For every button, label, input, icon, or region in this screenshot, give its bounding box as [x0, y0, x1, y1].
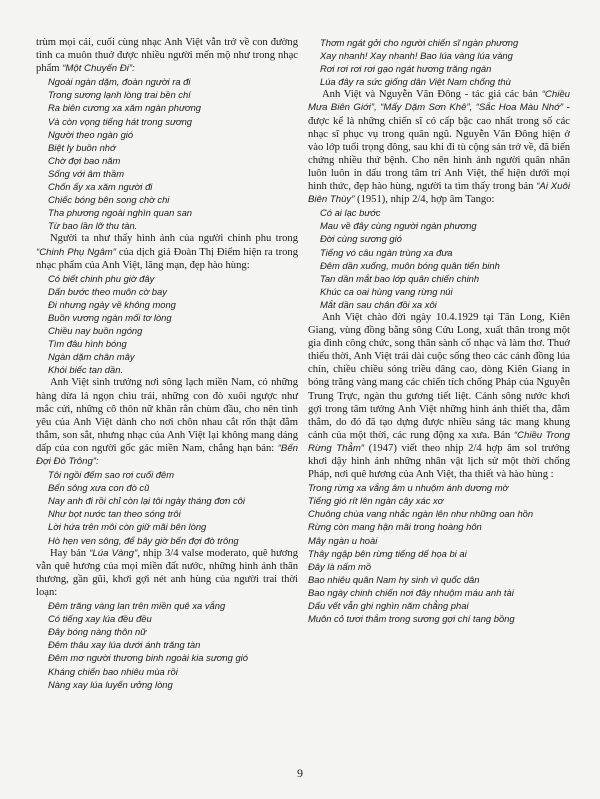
paragraph-4-text-b: , nhịp 3/4 valse moderato, quê hương vẫn quê hương của mọi miền đất nước, những hình ảnh thân thương, gần gũi, khơi gợi nét anh hùng của người trai thời loạn:: [36, 547, 299, 598]
verse-line: Ngàn dặm chân mây: [48, 351, 135, 363]
verse-line: Chờ đợi bao năm: [48, 154, 121, 166]
paragraph-2-text-b: của dịch giả Đoàn Thị Điểm hiện ra trong nhạc phẩm của Anh Việt, lãng mạn, đẹp hào hùng:: [36, 246, 298, 271]
paragraph-5-text-b: - được kể là những chiến sĩ có cấp bậc cao nhất trong số các nhạc sĩ phục vụ trong quân ngũ. Nguyễn Văn Đông hiện ở vào lớp tuổi trọng đông, sau khi đi tù cộng sản trở về, đã biến chứng nhiều thứ bệnh. Cho nên hình ảnh người quân nhân luôn luôn in dấu trong tâm trí Anh Việt, thể hiện dưới mọi hình thức, đẹp hào hùng, người ta tìm thấy trong bản: [308, 102, 570, 193]
verse-line: Trong sương lạnh lòng trai bền chí: [48, 89, 191, 101]
paragraph-4-text: Hay bản: [50, 547, 87, 559]
verse-line: Đêm dần xuống, muôn bóng quân tiến binh: [320, 259, 500, 271]
verse-line: Đêm mơ người thương binh ngoài kia sương gió: [48, 652, 248, 664]
right-column: [308, 36, 570, 625]
verse-line: Ra biên cương xa xăm ngàn phương: [48, 102, 201, 114]
left-column: [36, 36, 298, 691]
verse-line: Lúa đây ra sức giống dân Việt Nam chống thù: [320, 76, 511, 88]
verse-line: Có tiếng xay lúa đều đều: [48, 613, 152, 625]
verse-line: Rừng còn mang hận mãi trong hoàng hôn: [308, 521, 482, 533]
verse-line: Sống với âm thầm: [48, 167, 125, 179]
verse-line: Buồn vương ngàn mối tơ lòng: [48, 311, 172, 323]
song-title-ben-doi-do-trong: “Bến Đợi Đò Trông”:: [36, 442, 298, 467]
verse-line: Dấn bước theo muôn cờ bay: [48, 285, 167, 297]
verse-line: Rơi rơi rơi rơi gạo ngát hương trăng ngàn: [320, 63, 492, 75]
verse-line: Đây bóng nàng thôn nữ: [48, 626, 147, 638]
verse-line: Lời hứa trên môi còn giữ mãi bên lòng: [48, 521, 207, 533]
verse-line: Đây là nấm mồ: [308, 560, 372, 572]
verse-line: Đời cùng sương gió: [320, 233, 402, 245]
paragraph-1: [36, 36, 298, 75]
verse-line: Chuông chùa vang nhắc ngàn lên như những oan hồn: [308, 508, 534, 520]
work-title-chinh-phu-ngam: “Chinh Phụ Ngâm”: [36, 246, 116, 258]
paragraph-1-text: trùm mọi cái, cuối cùng nhạc Anh Việt vẫn trở về con đường tình ca muôn thuở được nhiều người mến mộ như trong nhạc phẩm: [36, 37, 298, 75]
paragraph-5-text: Anh Việt và Nguyễn Văn Đông - tác giả các bản: [322, 89, 538, 101]
paragraph-3-text: Anh Việt sinh trưởng nơi sông lạch miền Nam, có những hàng dừa lả ngọn chìu trái, những con đò xuôi ngược như mắc cửi, những cô thôn nữ khăn rằn chùm đầu, cho nên tình yêu của Anh Việt dành cho nơi chôn nhau cắt rốn thật đằm thắm, son sắt, nhưng nhạc của Anh Việt lại không mang dáng dấp của con người gốc gác miền Nam, chẳng hạn bản:: [36, 377, 298, 454]
verse-line: Bao nhiêu quân Nam hy sinh vì quốc dân: [308, 573, 480, 585]
verse-line: Đêm thâu xay lúa dưới ánh trăng tàn: [48, 639, 201, 651]
verse-line: Mau về đây cùng người ngàn phương: [320, 220, 477, 232]
verse-ai-xuoi-bien-thuy: [308, 206, 570, 311]
verse-mot-chuyen-di: [36, 75, 298, 232]
verse-line: Kháng chiến bao nhiêu mùa rồi: [48, 665, 178, 677]
verse-ben-doi-do-trong: [36, 468, 298, 547]
song-title-lua-vang: “Lúa Vàng”: [89, 547, 138, 559]
verse-line: Tha phương ngoài nghìn quan san: [48, 207, 193, 219]
verse-line: Chiều nay buồn ngóng: [48, 325, 143, 337]
verse-line: Tan dần mắt bao lớp quân chiến chinh: [320, 272, 480, 284]
song-titles-nguyen-van-dong: “Chiều Mưa Biên Giới”, “Mấy Dặm Sơn Khê”, “Sắc Hoa Màu Nhớ”: [308, 89, 570, 114]
paragraph-6-text: Anh Việt chào đời ngày 10.4.1929 tại Tân Long, Kiên Giang, vùng đồng bằng sông Cửu Long, xuất thân trong một gia đình công chức, song thân sành cổ nhạc và làm thơ. Thuở thiếu thời, Anh Việt trải dài cuộc sống theo các cánh đồng lúa chín, chiều chiều sóng triều dâng cao, dòng Kiên Giang in bóng trăng vàng mang các chiến tích chống Pháp của Nguyễn Trung Trực, ngàn thu gương tiết liệt. Cảnh sông nước khơi gợi trong tâm tưởng Anh Việt những hình ảnh thiết tha, đằm thắm, do đó đã tạo dựng được nhiều sáng tác mang khung cảnh của một thời, các rung động xa xưa. Bản: [308, 311, 570, 441]
verse-line: Muôn cỏ tươi thắm trong sương gợi chí tang bồng: [308, 613, 515, 625]
verse-line: Tiếng gió rít lên ngàn cây xác xơ: [308, 495, 444, 507]
paragraph-2: [36, 232, 298, 271]
verse-line: Đi nhưng ngày về không mong: [48, 298, 176, 310]
verse-line: Đêm trăng vàng lan trên miền quê xa vắng: [48, 600, 226, 612]
verse-line: Dấu vết vẫn ghi nghìn năm chẳng phai: [308, 600, 469, 612]
verse-line: Tiếng vó câu ngàn trùng xa đưa: [320, 246, 453, 258]
song-title-chieu-trong-rung-tham: “Chiều Trong Rừng Thẳm”: [308, 429, 570, 454]
verse-line: Biệt ly buồn nhớ: [48, 141, 116, 153]
verse-line: Có ai lạc bước: [320, 207, 381, 219]
verse-line: Khói biếc tan dần.: [48, 364, 124, 376]
verse-line: Bao ngày chinh chiến nơi đây nhuộm máu anh tài: [308, 586, 514, 598]
verse-line: Bến sông xưa con đò cũ: [48, 482, 150, 494]
verse-line: Mắt dần sau chân đồi xa xôi: [320, 298, 437, 310]
verse-line: Và còn vọng tiếng hát trong sương: [48, 115, 192, 127]
verse-line: Tôi ngồi đếm sao rơi cuối đêm: [48, 469, 175, 481]
verse-line: Chốn ấy xa xăm người đi: [48, 181, 153, 193]
verse-line: Khúc ca oai hùng vang rừng núi: [320, 285, 453, 297]
paragraph-6-text-b: (1947) viết theo nhịp 2/4 hợp âm sol trưởng khơi dậy hình ảnh những nhân vật lịch sử một thời chống Pháp, nơi quê hương của Anh Việt, tha thiết và hào hùng :: [308, 442, 570, 481]
verse-line: Thơm ngát gởi cho người chiến sĩ ngàn phương: [320, 37, 519, 48]
verse-line: Mây ngàn u hoài: [308, 534, 378, 546]
verse-line: Người theo ngàn gió: [48, 128, 134, 140]
verse-line: Hò hẹn ven sông, để bây giờ bến đợi đò trông: [48, 534, 239, 546]
verse-line: Ngoài ngàn dặm, đoàn người ra đi: [48, 76, 191, 88]
song-title-ai-xuoi-bien-thuy: “Ai Xuôi Biên Thùy”: [308, 181, 570, 206]
paragraph-4: [36, 547, 298, 599]
verse-line: Có biết chinh phu giờ đây: [48, 272, 155, 284]
verse-line: Như bọt nước tan theo sóng trôi: [48, 508, 181, 520]
verse-line: Tìm đâu hình bóng: [48, 338, 127, 350]
paragraph-6: [308, 311, 570, 481]
song-title-mot-chuyen-di: “Một Chuyến Đi”:: [62, 63, 135, 75]
paragraph-2-text: Người ta như thấy hình ảnh của người chinh phu trong: [50, 233, 298, 245]
verse-line: Trong rừng xa vắng âm u nhuộm ánh dương mờ: [308, 482, 509, 494]
verse-lua-vang-continued: [308, 36, 570, 88]
verse-chinh-phu: [36, 272, 298, 377]
paragraph-3: [36, 376, 298, 468]
page-number: 9: [297, 766, 303, 780]
verse-lua-vang: [36, 599, 298, 691]
verse-line: Nay anh đi rồi chỉ còn lại tôi ngày tháng đơn côi: [48, 495, 245, 507]
verse-line: Từ bao lần lỡ thu tàn.: [48, 220, 138, 232]
verse-chieu-trong-rung-tham: [308, 481, 570, 625]
verse-line: Nàng xay lúa luyến ưởng lòng: [48, 678, 173, 690]
verse-line: Thây ngập bên rừng tiếng dế họa bi ai: [308, 547, 467, 559]
verse-line: Xay nhanh! Xay nhanh! Bao lúa vàng lúa vàng: [320, 50, 513, 62]
paragraph-5-text-c: (1951), nhịp 2/4, hợp âm Tango:: [357, 194, 495, 206]
paragraph-5: [308, 88, 570, 206]
verse-line: Chiếc bóng bên song chờ chi: [48, 194, 170, 206]
